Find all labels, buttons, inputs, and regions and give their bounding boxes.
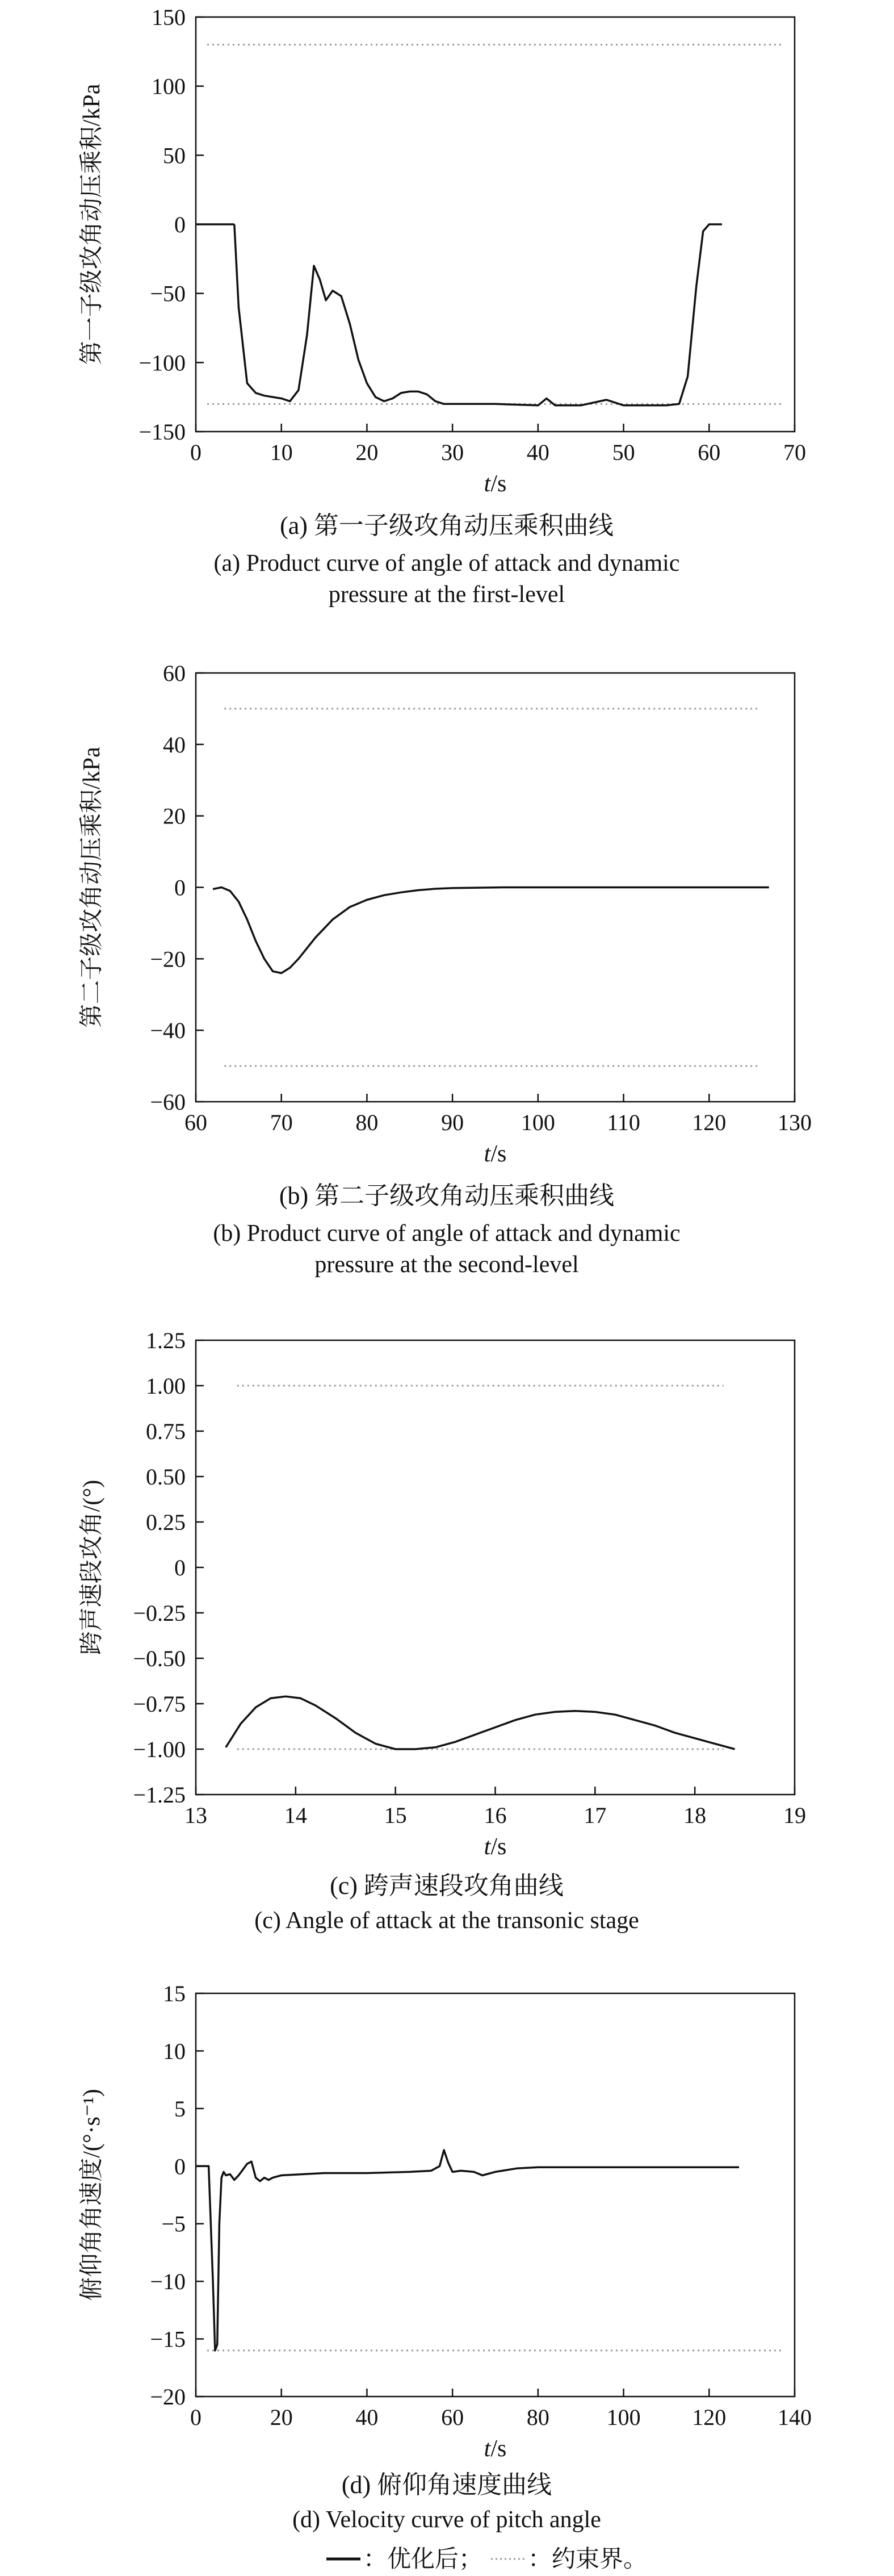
chart-b-y-axis-label: 第二子级攻角动压乘积/kPa xyxy=(79,747,105,1028)
chart-c-y-axis-label: 跨声速段攻角/(°) xyxy=(79,1479,105,1655)
chart-a-y-tick-label: 0 xyxy=(174,212,186,237)
chart-b-x-axis-label: t/s xyxy=(484,1141,507,1167)
chart-a-y-tick-label: 100 xyxy=(152,73,186,99)
chart-a-y-tick-label: −150 xyxy=(138,419,186,445)
chart-c-x-tick-label: 14 xyxy=(284,1803,307,1828)
chart-c-y-tick-label: 0.50 xyxy=(146,1464,186,1490)
chart-c-y-tick-label: 0 xyxy=(174,1555,186,1580)
legend-optimized-label: ：优化后； xyxy=(363,2546,483,2573)
chart-b-x-tick-label: 90 xyxy=(441,1110,464,1135)
chart-c-y-tick-label: −0.25 xyxy=(133,1600,186,1626)
chart-d-x-axis-label: t/s xyxy=(484,2436,507,2462)
chart-a-y-tick-label: 50 xyxy=(163,143,186,169)
chart-a-x-tick-label: 40 xyxy=(526,440,549,465)
chart-b-y-tick-label: 60 xyxy=(163,660,186,686)
chart-c-y-tick-label: 0.75 xyxy=(146,1419,186,1444)
chart-b-x-tick-label: 80 xyxy=(355,1110,379,1135)
chart-b-x-tick-label: 100 xyxy=(521,1110,555,1135)
chart-c-y-tick-label: 1.25 xyxy=(146,1328,186,1353)
chart-c-transonic-angle-of-attack xyxy=(79,1328,806,1934)
chart-b-y-tick-label: −20 xyxy=(150,946,186,972)
chart-a-caption-en: pressure at the first-level xyxy=(328,582,565,608)
chart-b-caption-en: (b) Product curve of angle of attack and dynamic xyxy=(213,1220,681,1247)
chart-c-y-tick-label: 0.25 xyxy=(146,1509,186,1535)
chart-a-caption-cn: (a) 第一子级攻角动压乘积曲线 xyxy=(280,512,614,540)
chart-c-caption-cn: (c) 跨声速段攻角曲线 xyxy=(330,1872,564,1900)
chart-d-y-tick-label: −10 xyxy=(150,2269,186,2295)
chart-a-x-tick-label: 50 xyxy=(612,440,635,465)
chart-c-caption-en: (c) Angle of attack at the transonic stage xyxy=(254,1908,639,1934)
chart-a-x-axis-label: t/s xyxy=(484,471,507,497)
chart-a-x-tick-label: 70 xyxy=(783,440,806,465)
chart-b-caption-en: pressure at the second-level xyxy=(314,1252,579,1278)
chart-d-x-tick-label: 20 xyxy=(270,2404,293,2430)
chart-d-x-tick-label: 60 xyxy=(441,2404,464,2430)
chart-b-optimized-curve xyxy=(213,888,769,973)
chart-c-y-tick-label: 1.00 xyxy=(146,1373,186,1399)
chart-a-x-tick-label: 0 xyxy=(190,440,202,465)
chart-b-y-tick-label: 20 xyxy=(163,803,186,829)
chart-c-x-tick-label: 19 xyxy=(783,1803,806,1828)
chart-c-x-tick-label: 16 xyxy=(484,1803,507,1828)
chart-c-x-tick-label: 15 xyxy=(384,1803,407,1828)
chart-a-caption-en: (a) Product curve of angle of attack and dynamic xyxy=(213,550,680,576)
chart-c-x-axis-label: t/s xyxy=(484,1834,507,1860)
chart-d-y-tick-label: 5 xyxy=(174,2096,186,2122)
chart-d-y-tick-label: 15 xyxy=(163,1981,186,2006)
chart-b-x-tick-label: 70 xyxy=(270,1110,293,1135)
chart-c-y-tick-label: −1.25 xyxy=(133,1782,186,1808)
chart-b-y-tick-label: 40 xyxy=(163,731,186,758)
chart-a-angle-dynamic-pressure-first-level xyxy=(79,5,806,608)
chart-d-plot-frame xyxy=(196,1993,795,2397)
chart-d-x-tick-label: 40 xyxy=(355,2404,379,2430)
chart-c-x-tick-label: 13 xyxy=(184,1803,207,1828)
chart-b-x-tick-label: 60 xyxy=(184,1110,207,1135)
chart-b-x-tick-label: 120 xyxy=(692,1110,727,1135)
legend xyxy=(326,2546,647,2573)
chart-a-x-tick-label: 10 xyxy=(270,440,293,465)
chart-c-y-tick-label: −1.00 xyxy=(133,1737,186,1762)
chart-a-y-tick-label: 150 xyxy=(152,5,186,30)
chart-d-y-tick-label: −5 xyxy=(161,2211,186,2237)
chart-b-y-tick-label: −60 xyxy=(150,1089,186,1115)
chart-d-caption-cn: (d) 俯仰角速度曲线 xyxy=(341,2471,552,2499)
chart-c-y-tick-label: −0.75 xyxy=(133,1691,186,1717)
chart-d-y-tick-label: −20 xyxy=(150,2384,186,2410)
chart-d-x-tick-label: 100 xyxy=(606,2404,641,2430)
chart-d-y-tick-label: 10 xyxy=(163,2038,186,2064)
legend-constraint-label: ：约束界。 xyxy=(528,2546,648,2573)
chart-d-pitch-angle-velocity xyxy=(78,1981,812,2533)
chart-c-x-tick-label: 17 xyxy=(584,1803,607,1828)
chart-d-x-tick-label: 120 xyxy=(692,2404,727,2430)
chart-b-x-tick-label: 110 xyxy=(607,1110,640,1135)
chart-d-y-tick-label: 0 xyxy=(174,2153,186,2180)
chart-c-optimized-curve xyxy=(226,1696,735,1749)
chart-c-x-tick-label: 18 xyxy=(683,1803,707,1828)
chart-d-y-axis-label: 俯仰角角速度/(°·s⁻¹) xyxy=(79,2089,105,2301)
chart-a-x-tick-label: 60 xyxy=(698,440,721,465)
chart-a-y-tick-label: −100 xyxy=(138,350,186,376)
chart-a-plot-frame xyxy=(196,17,795,432)
chart-b-caption-cn: (b) 第二子级攻角动压乘积曲线 xyxy=(279,1182,615,1210)
chart-d-caption-en: (d) Velocity curve of pitch angle xyxy=(292,2507,601,2533)
chart-a-x-tick-label: 20 xyxy=(355,440,379,465)
chart-b-y-tick-label: 0 xyxy=(174,875,186,901)
chart-d-x-tick-label: 80 xyxy=(526,2404,549,2430)
chart-d-x-tick-label: 0 xyxy=(190,2404,202,2430)
chart-b-x-tick-label: 130 xyxy=(778,1110,812,1135)
chart-d-x-tick-label: 140 xyxy=(778,2404,812,2430)
chart-b-angle-dynamic-pressure-second-level xyxy=(79,660,812,1278)
chart-a-y-axis-label: 第一子级攻角动压乘积/kPa xyxy=(79,83,105,365)
chart-a-optimized-curve xyxy=(234,224,722,405)
chart-b-y-tick-label: −40 xyxy=(150,1018,186,1044)
chart-d-y-tick-label: −15 xyxy=(150,2326,186,2352)
chart-d-optimized-curve xyxy=(196,2150,739,2351)
chart-c-y-tick-label: −0.50 xyxy=(133,1646,186,1671)
chart-a-y-tick-label: −50 xyxy=(150,281,186,307)
chart-a-x-tick-label: 30 xyxy=(441,440,464,465)
